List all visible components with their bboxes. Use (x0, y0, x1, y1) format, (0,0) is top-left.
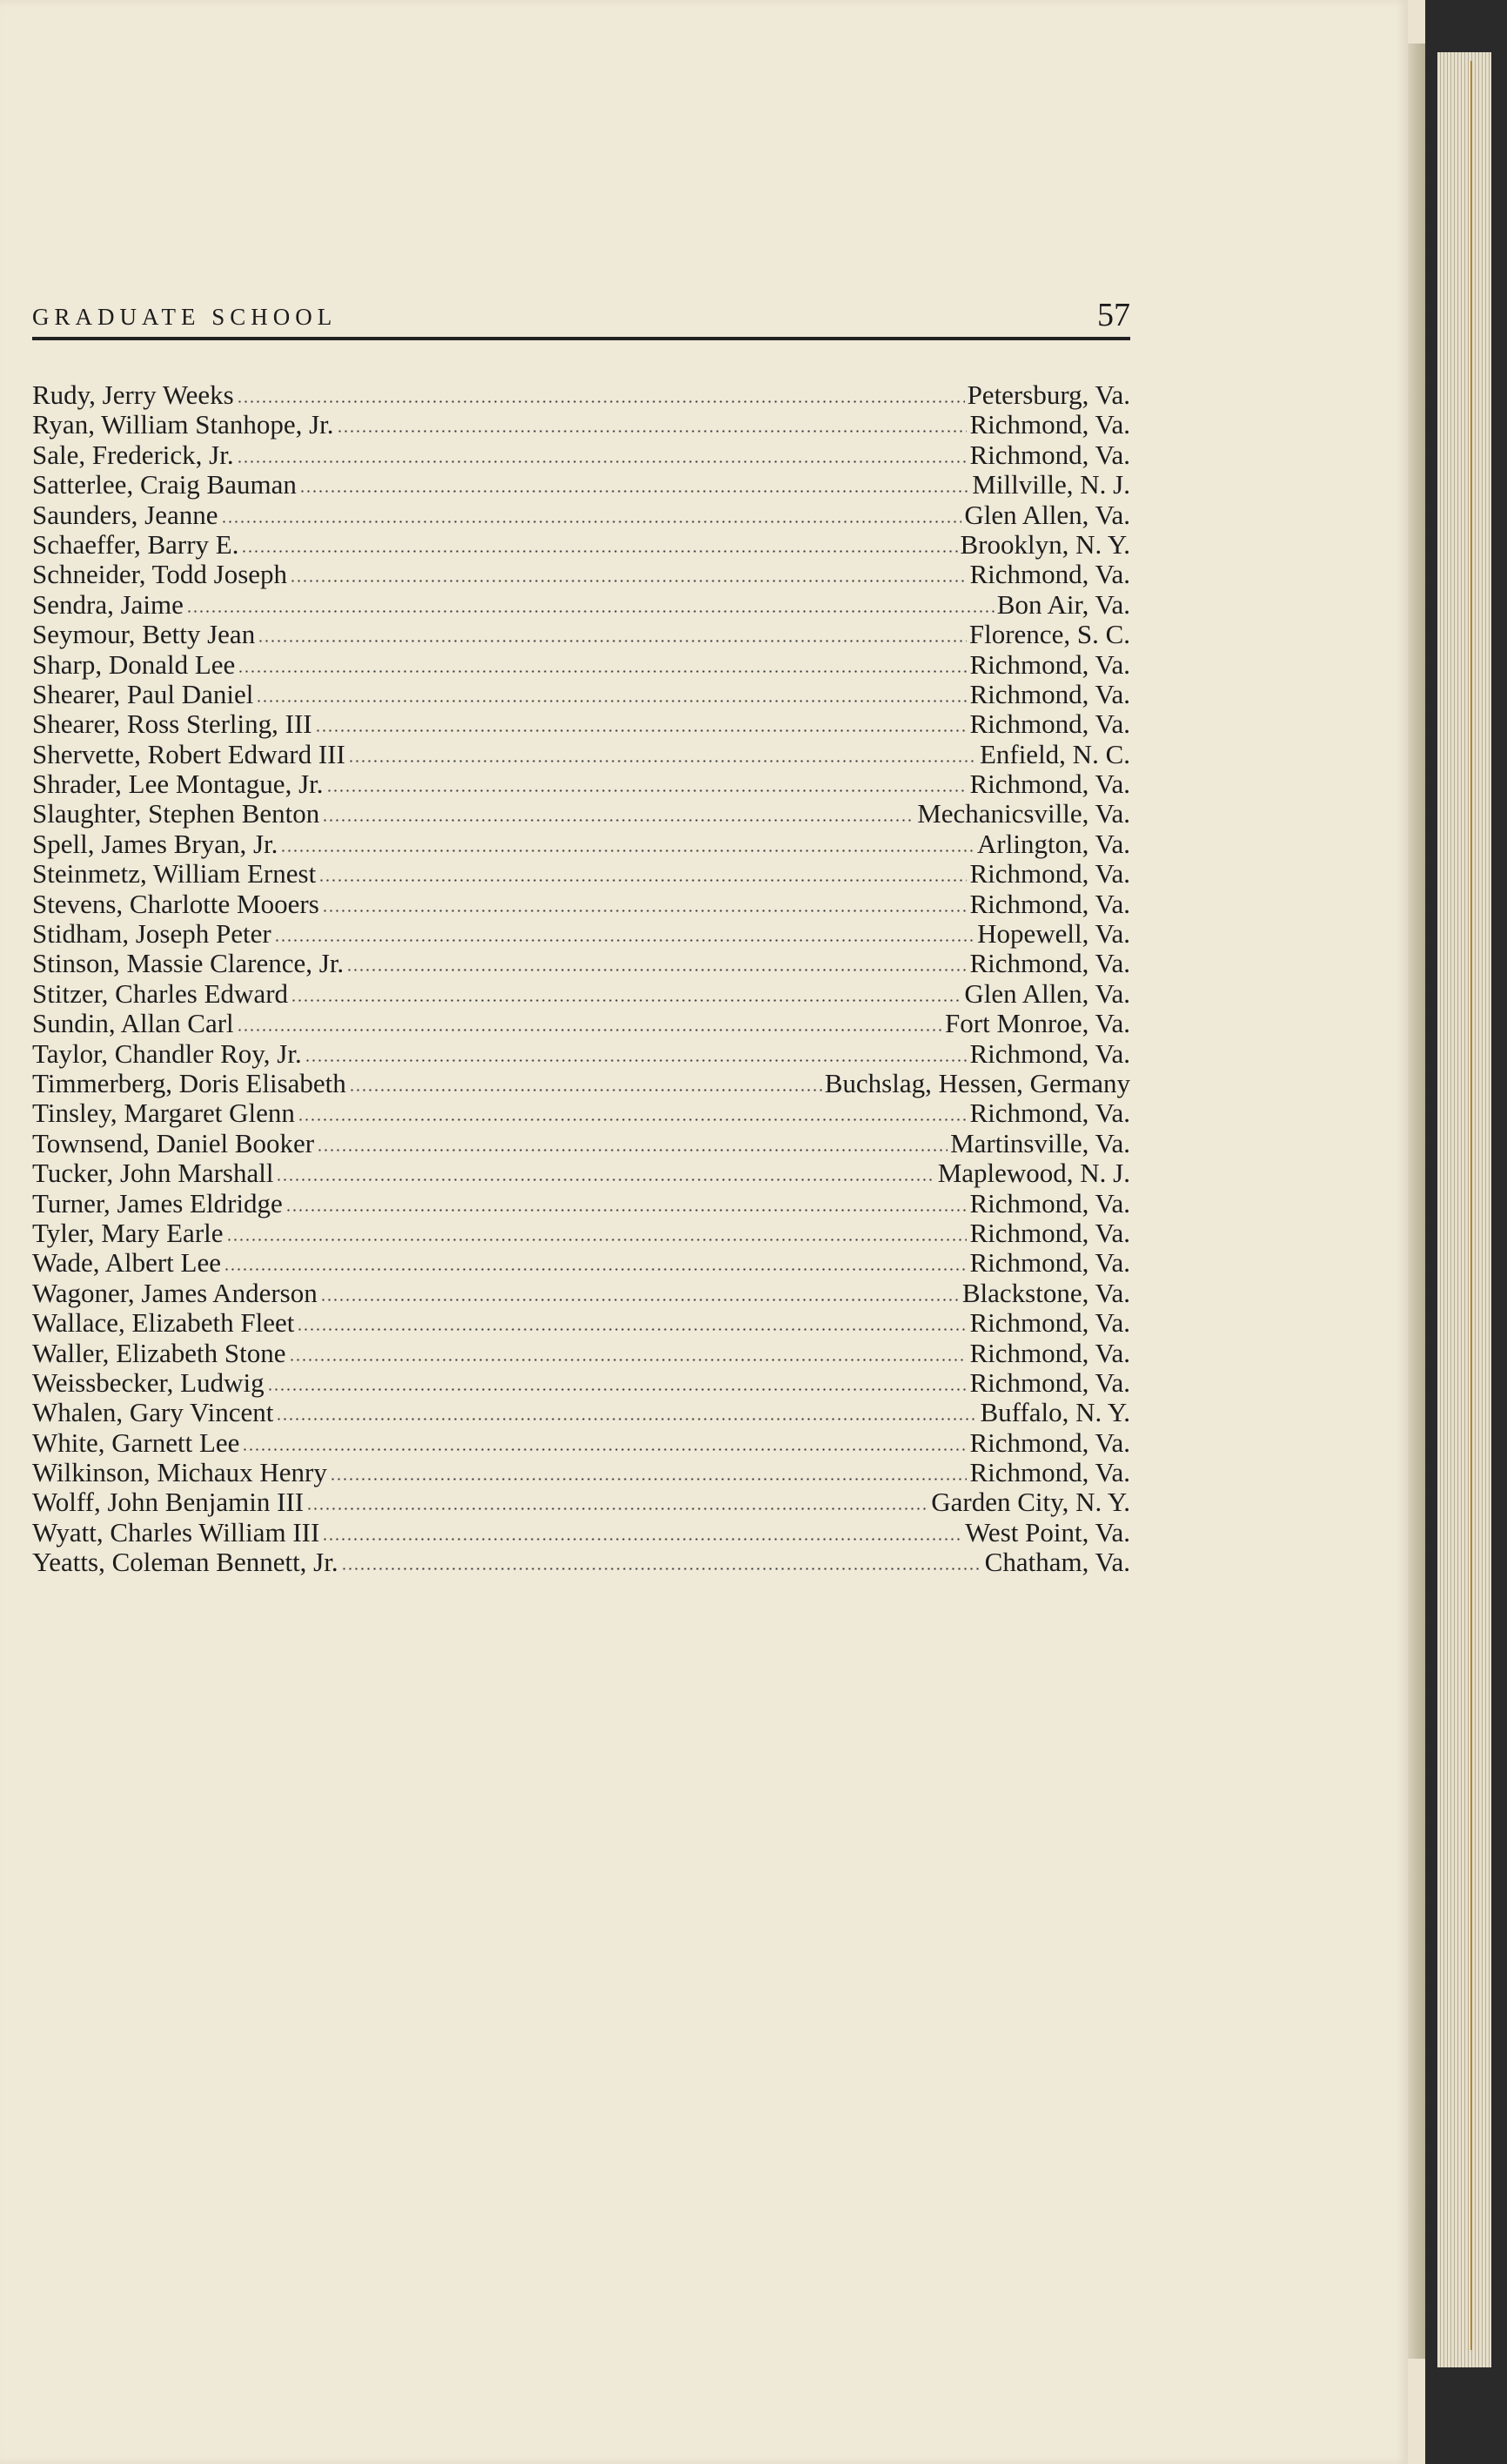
dot-leader (267, 1388, 968, 1391)
list-item (32, 679, 1130, 708)
list-item (32, 1278, 1130, 1307)
hometown: Richmond, Va. (969, 1098, 1130, 1129)
student-name: Taylor, Chandler Roy, Jr. (32, 1037, 302, 1069)
list-item (32, 948, 1130, 977)
hometown: Brooklyn, N. Y. (960, 528, 1130, 560)
page-header (32, 298, 1130, 336)
list-item (32, 500, 1130, 529)
dot-leader (330, 1478, 968, 1480)
student-name: Tucker, John Marshall (32, 1158, 274, 1189)
hometown: Richmond, Va. (969, 1217, 1130, 1248)
list-item (32, 1547, 1130, 1576)
list-item (32, 829, 1130, 858)
list-item (32, 1367, 1130, 1397)
list-item (32, 1397, 1130, 1427)
dot-leader (318, 879, 967, 882)
dot-leader (322, 1538, 962, 1541)
student-name: Sundin, Allan Carl (32, 1008, 234, 1039)
dot-leader (320, 1299, 960, 1301)
list-item (32, 1247, 1130, 1277)
student-name: Wilkinson, Michaux Henry (32, 1457, 327, 1488)
hometown: Richmond, Va. (969, 1187, 1130, 1219)
student-name: Tinsley, Margaret Glenn (32, 1098, 295, 1129)
list-item (32, 1098, 1130, 1127)
dot-leader (297, 1328, 967, 1331)
hometown: West Point, Va. (965, 1516, 1130, 1548)
list-item (32, 1427, 1130, 1457)
dot-leader (317, 1149, 948, 1151)
dot-leader (290, 580, 967, 582)
page-gutter-shadow (1408, 44, 1425, 2359)
dot-leader (289, 1359, 968, 1361)
hometown: Richmond, Va. (969, 559, 1130, 590)
student-name: Wyatt, Charles William III (32, 1516, 320, 1548)
student-name: Shervette, Robert Edward III (32, 738, 345, 769)
student-name: Satterlee, Craig Bauman (32, 469, 297, 500)
list-item (32, 1307, 1130, 1337)
dot-leader (322, 819, 914, 822)
hometown: Bon Air, Va. (996, 588, 1130, 620)
student-name: Wagoner, James Anderson (32, 1277, 318, 1308)
dot-leader (186, 610, 995, 613)
dot-leader (348, 760, 977, 762)
dot-leader (337, 430, 968, 433)
dot-leader (298, 1118, 968, 1121)
student-name: Stitzer, Charles Edward (32, 977, 289, 1009)
hometown: Fort Monroe, Va. (945, 1008, 1130, 1039)
list-item (32, 1188, 1130, 1218)
dot-leader (276, 1418, 977, 1420)
student-name: Sharp, Donald Lee (32, 648, 236, 680)
dot-leader (274, 939, 975, 942)
list-item (32, 1218, 1130, 1247)
list-item (32, 1338, 1130, 1367)
dot-leader (242, 1448, 967, 1451)
dot-leader (221, 520, 962, 523)
dot-leader (285, 1209, 968, 1212)
list-item (32, 409, 1130, 439)
dot-leader (341, 1568, 982, 1570)
hometown: Richmond, Va. (969, 1457, 1130, 1488)
student-name: Turner, James Eldridge (32, 1187, 283, 1219)
dot-leader (299, 490, 969, 493)
hometown: Richmond, Va. (969, 648, 1130, 680)
student-name: White, Garnett Lee (32, 1427, 240, 1458)
student-name: Shrader, Lee Montague, Jr. (32, 769, 324, 800)
student-name: Ryan, William Stanhope, Jr. (32, 409, 334, 440)
hometown: Garden City, N. Y. (931, 1487, 1130, 1518)
gilt-edge-line (1470, 61, 1472, 2350)
hometown: Richmond, Va. (969, 1247, 1130, 1279)
student-name: Schaeffer, Barry E. (32, 528, 239, 560)
hometown: Richmond, Va. (969, 858, 1130, 890)
student-name: Slaughter, Stephen Benton (32, 798, 320, 829)
list-item (32, 1487, 1130, 1516)
student-name: Wade, Albert Lee (32, 1247, 221, 1279)
student-name: Seymour, Betty Jean (32, 619, 256, 650)
hometown: Richmond, Va. (969, 1307, 1130, 1339)
list-item (32, 1068, 1130, 1098)
hometown: Enfield, N. C. (979, 738, 1130, 769)
dot-leader (258, 640, 967, 642)
hometown: Richmond, Va. (969, 1427, 1130, 1458)
dot-leader (346, 969, 967, 971)
dot-leader (305, 1059, 968, 1062)
list-item (32, 529, 1130, 559)
hometown: Hopewell, Va. (977, 918, 1130, 950)
list-item (32, 379, 1130, 409)
student-name: Stevens, Charlotte Mooers (32, 888, 319, 919)
student-name: Wallace, Elizabeth Fleet (32, 1307, 295, 1339)
hometown: Richmond, Va. (969, 1337, 1130, 1368)
hometown: Florence, S. C. (968, 619, 1130, 650)
hometown: Chatham, Va. (984, 1547, 1130, 1578)
student-name: Stidham, Joseph Peter (32, 918, 271, 950)
hometown: Blackstone, Va. (961, 1277, 1130, 1308)
page-number: 57 (1097, 297, 1130, 333)
hometown: Martinsville, Va. (950, 1127, 1130, 1158)
list-item (32, 798, 1130, 828)
hometown: Petersburg, Va. (967, 379, 1130, 410)
hometown: Mechanicsville, Va. (917, 798, 1130, 829)
list-item (32, 858, 1130, 888)
hometown: Richmond, Va. (969, 1037, 1130, 1069)
list-item (32, 739, 1130, 769)
dot-leader (237, 1029, 942, 1031)
header-rule (32, 337, 1130, 340)
list-item (32, 889, 1130, 918)
hometown: Glen Allen, Va. (964, 499, 1130, 530)
dot-leader (224, 1268, 967, 1271)
list-item (32, 1457, 1130, 1487)
student-name: Shearer, Ross Sterling, III (32, 708, 312, 740)
hometown: Richmond, Va. (969, 409, 1130, 440)
dot-leader (237, 460, 968, 463)
hometown: Richmond, Va. (969, 708, 1130, 740)
hometown: Arlington, Va. (977, 828, 1130, 859)
list-item (32, 559, 1130, 588)
list-item (32, 1158, 1130, 1187)
dot-leader (238, 670, 967, 673)
student-name: Tyler, Mary Earle (32, 1217, 224, 1248)
student-name: Steinmetz, William Ernest (32, 858, 317, 890)
hometown: Richmond, Va. (969, 888, 1130, 919)
hometown: Richmond, Va. (969, 678, 1130, 709)
hometown: Richmond, Va. (969, 1366, 1130, 1398)
student-name: Townsend, Daniel Booker (32, 1127, 315, 1158)
list-item (32, 1038, 1130, 1068)
list-item (32, 978, 1130, 1008)
dot-leader (226, 1239, 968, 1241)
list-item (32, 918, 1130, 948)
student-list (32, 379, 1130, 1577)
hometown: Buchslag, Hessen, Germany (824, 1067, 1130, 1098)
dot-leader (241, 550, 957, 553)
student-name: Timmerberg, Doris Elisabeth (32, 1067, 346, 1098)
student-name: Schneider, Todd Joseph (32, 559, 288, 590)
dot-leader (256, 700, 967, 702)
hometown: Millville, N. J. (972, 469, 1130, 500)
dot-leader (322, 910, 968, 912)
student-name: Yeatts, Coleman Bennett, Jr. (32, 1547, 338, 1578)
hometown: Maplewood, N. J. (937, 1158, 1130, 1189)
dot-leader (276, 1178, 934, 1181)
hometown: Glen Allen, Va. (964, 977, 1130, 1009)
student-name: Rudy, Jerry Weeks (32, 379, 234, 410)
list-item (32, 589, 1130, 619)
list-item (32, 1008, 1130, 1037)
dot-leader (291, 999, 961, 1002)
student-name: Sendra, Jaime (32, 588, 184, 620)
dot-leader (315, 729, 968, 732)
running-head: GRADUATE SCHOOL (32, 304, 338, 330)
list-item (32, 469, 1130, 499)
dot-leader (237, 400, 965, 403)
list-item (32, 708, 1130, 738)
dot-leader (280, 849, 975, 852)
hometown: Richmond, Va. (969, 948, 1130, 979)
list-item (32, 1517, 1130, 1547)
student-name: Saunders, Jeanne (32, 499, 218, 530)
hometown: Buffalo, N. Y. (980, 1397, 1130, 1428)
student-name: Waller, Elizabeth Stone (32, 1337, 286, 1368)
page-stack-edge (1437, 52, 1491, 2367)
student-name: Shearer, Paul Daniel (32, 678, 254, 709)
list-item (32, 769, 1130, 798)
student-name: Wolff, John Benjamin III (32, 1487, 305, 1518)
hometown: Richmond, Va. (969, 769, 1130, 800)
student-name: Sale, Frederick, Jr. (32, 439, 234, 470)
student-name: Weissbecker, Ludwig (32, 1366, 265, 1398)
student-name: Whalen, Gary Vincent (32, 1397, 274, 1428)
list-item (32, 619, 1130, 648)
student-name: Stinson, Massie Clarence, Jr. (32, 948, 345, 979)
list-item (32, 1128, 1130, 1158)
list-item (32, 649, 1130, 679)
dot-leader (306, 1507, 928, 1510)
dot-leader (326, 789, 968, 792)
list-item (32, 440, 1130, 469)
dot-leader (349, 1089, 822, 1091)
student-name: Spell, James Bryan, Jr. (32, 828, 278, 859)
hometown: Richmond, Va. (969, 439, 1130, 470)
